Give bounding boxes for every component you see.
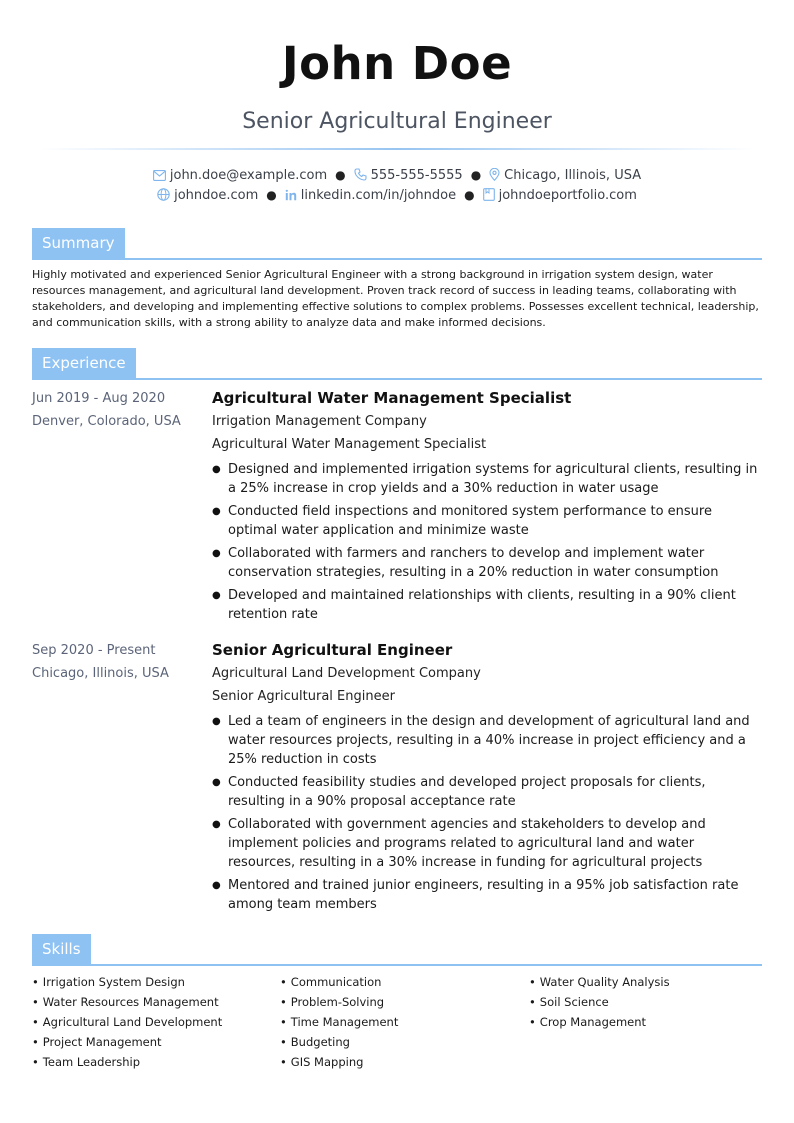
skills-column [280,972,520,1072]
experience-bullet: ● Conducted feasibility studies and developed project proposals for clients, resulting in a 90% proposal acceptance rate [212,773,762,811]
skill-item: • Soil Science [529,992,769,1012]
contact-location [489,167,641,185]
summary-heading: Summary [32,228,125,258]
experience-company: Irrigation Management Company [212,414,427,429]
experience-meta [32,639,207,685]
experience-bullet: ● Collaborated with government agencies and stakeholders to develop and implement policies and programs related to agricultural land and water resources, resulting in a 30% increase in funding for agricultural projects [212,815,762,872]
section-rule [32,258,762,260]
experience-bullet: ● Developed and maintained relationships with clients, resulting in a 90% client retention rate [212,586,762,624]
phone-text: 555-555-5555 [370,167,463,183]
experience-heading: Experience [32,348,136,378]
skills-column [32,972,272,1072]
separator-dot: ● [335,168,346,182]
contact-row-secondary [0,186,794,205]
experience-section-header [32,348,762,380]
skill-item: • Budgeting [280,1032,520,1052]
experience-bullet: ● Mentored and trained junior engineers, resulting in a 95% job satisfaction rate among team members [212,876,762,914]
experience-bullet: ● Collaborated with farmers and ranchers to develop and implement water conservation strategies, resulting in a 20% reduction in water consumption [212,544,762,582]
experience-bullet: ● Conducted field inspections and monitored system performance to ensure optimal water application and minimize waste [212,502,762,540]
skills-section-header [32,934,762,966]
title-divider [40,148,754,150]
candidate-title: Senior Agricultural Engineer [242,109,552,134]
linkedin-icon [285,189,297,201]
experience-location: Denver, Colorado, USA [32,414,181,429]
skill-item: • Time Management [280,1012,520,1032]
experience-details [212,639,762,914]
skill-item: • Irrigation System Design [32,972,272,992]
skill-item: • Project Management [32,1032,272,1052]
separator-dot: ● [266,188,277,202]
phone-icon [354,168,367,181]
skills-heading: Skills [32,934,91,964]
skill-item: • Crop Management [529,1012,769,1032]
skills-column [529,972,769,1032]
separator-dot: ● [464,188,475,202]
experience-dates: Sep 2020 - Present [32,643,156,658]
portfolio-icon [483,188,495,201]
location-text: Chicago, Illinois, USA [504,167,642,183]
experience-bullets [212,460,762,624]
experience-bullets [212,712,762,914]
skill-item: • Team Leadership [32,1052,272,1072]
experience-position: Agricultural Water Management Specialist [212,437,487,452]
contact-website[interactable] [157,187,258,205]
summary-text: Highly motivated and experienced Senior Agricultural Engineer with a strong background in irrigation system design, water resources management, and agricultural land development. Proven track record of success in leading teams, collaborating with stakeholders, and developing and implementing effective solutions to complex problems. Possesses excellent technical, leadership, and communication skills, with a strong ability to analyze data and make informed decisions. [32,268,759,329]
experience-role: Agricultural Water Management Specialist [212,389,572,407]
mail-icon [153,170,166,181]
skill-item: • Problem-Solving [280,992,520,1012]
skill-item: • Agricultural Land Development [32,1012,272,1032]
candidate-name: John Doe [281,37,513,90]
email-text: john.doe@example.com [169,167,328,183]
skill-item: • Water Resources Management [32,992,272,1012]
skill-item: • Communication [280,972,520,992]
contact-phone[interactable] [354,167,463,185]
experience-bullet: ● Designed and implemented irrigation systems for agricultural clients, resulting in a 25% increase in crop yields and a 30% reduction in water usage [212,460,762,498]
skill-item: • GIS Mapping [280,1052,520,1072]
portfolio-text: johndoeportfolio.com [498,187,637,203]
contact-email[interactable] [153,167,327,185]
experience-role: Senior Agricultural Engineer [212,641,453,659]
location-pin-icon [489,168,500,181]
skill-item: • Water Quality Analysis [529,972,769,992]
separator-dot: ● [470,168,482,182]
experience-bullet: ● Led a team of engineers in the design and development of agricultural land and water resources projects, resulting in a 40% increase in project efficiency and a 25% reduction in costs [212,712,762,769]
experience-location: Chicago, Illinois, USA [32,666,169,681]
website-text: johndoe.com [174,187,259,203]
contact-portfolio[interactable] [483,187,637,205]
experience-company: Agricultural Land Development Company [212,666,481,681]
globe-icon [157,188,170,201]
experience-dates: Jun 2019 - Aug 2020 [32,391,166,406]
contact-row-primary [0,166,794,185]
contact-linkedin[interactable] [285,187,456,205]
summary-section-header [32,228,762,260]
section-rule [32,378,762,380]
linkedin-text: linkedin.com/in/johndoe [300,187,457,203]
experience-details [212,387,762,624]
experience-position: Senior Agricultural Engineer [212,689,395,704]
section-rule [32,964,762,966]
experience-meta [32,387,207,433]
